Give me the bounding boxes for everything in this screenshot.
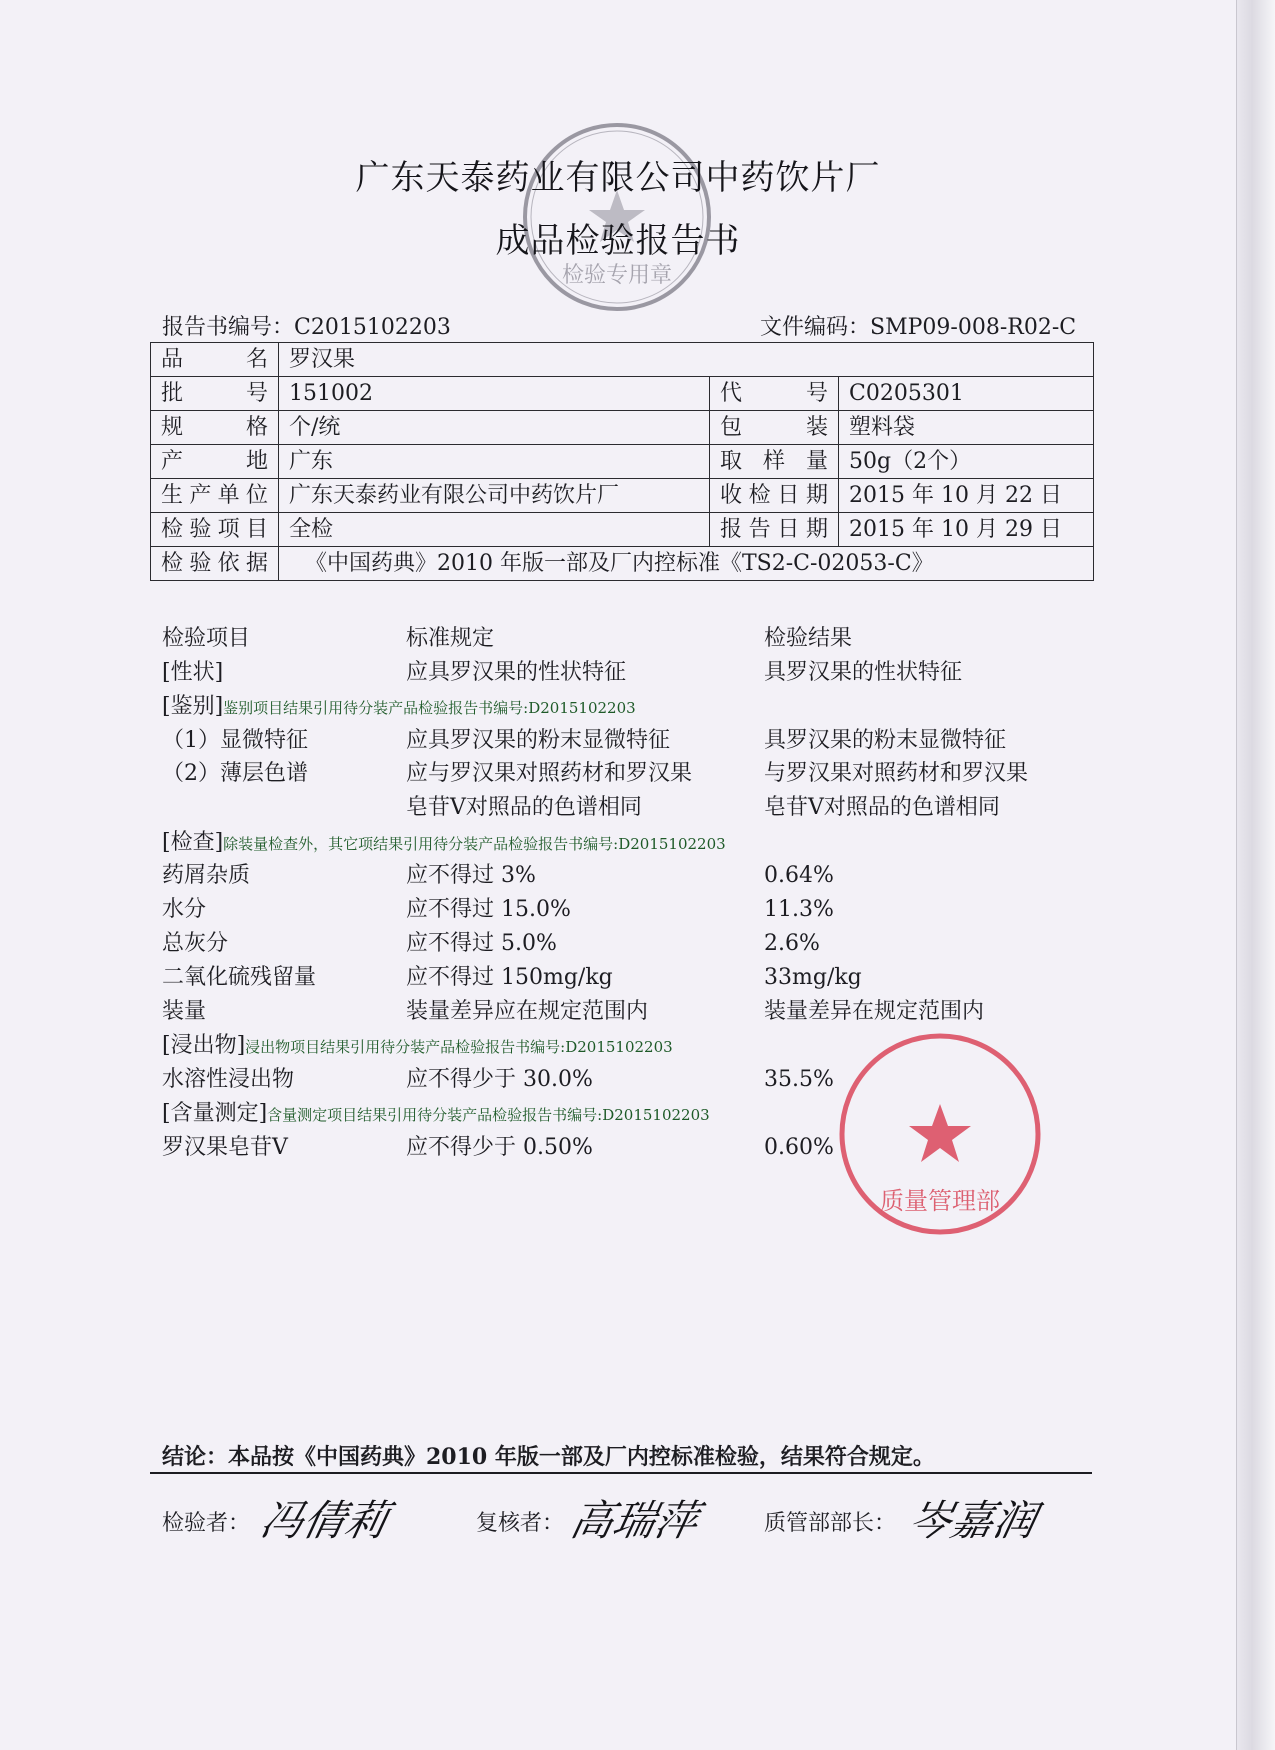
extract-result: 35.5%	[764, 1067, 834, 1092]
code-label: 代号	[710, 377, 839, 411]
code-value: C0205301	[839, 377, 1094, 411]
col-header-standard: 标准规定	[406, 626, 495, 651]
tlc-standard-line1: 应与罗汉果对照药材和罗汉果	[406, 761, 693, 786]
inspection-item-value: 全检	[279, 513, 710, 547]
inspector-label: 检验者：	[162, 1511, 251, 1536]
extract-name: 水溶性浸出物	[162, 1067, 295, 1092]
file-code-label: 文件编码：	[760, 315, 871, 340]
report-date-value: 2015 年 10 月 29 日	[839, 513, 1094, 547]
assay-section	[162, 1099, 710, 1130]
sample-value: 50g（2个）	[839, 445, 1094, 479]
identification-label: [鉴别]	[162, 694, 224, 719]
table-row	[151, 479, 1094, 513]
check-standard: 装量差异应在规定范围内	[406, 999, 649, 1024]
manager-label: 质管部部长：	[764, 1511, 897, 1536]
check-note: 除装量检查外，其它项结果引用待分装产品检验报告书编号:D2015102203	[223, 835, 726, 853]
check-standard: 应不得过 5.0%	[406, 931, 557, 956]
check-section	[162, 828, 726, 859]
table-row	[151, 411, 1094, 445]
reviewer-signature: 高瑞萍	[566, 1496, 703, 1545]
batch-value: 151002	[279, 377, 710, 411]
spec-value: 个/统	[279, 411, 710, 445]
assay-note: 含量测定项目结果引用待分装产品检验报告书编号:D2015102203	[267, 1106, 710, 1124]
company-title: 广东天泰药业有限公司中药饮片厂	[355, 158, 881, 198]
quality-dept-seal	[830, 1024, 1050, 1244]
identification-note: 鉴别项目结果引用待分装产品检验报告书编号:D2015102203	[223, 699, 636, 717]
table-row	[151, 377, 1094, 411]
manager-signature: 岑嘉润	[904, 1496, 1041, 1545]
table-row	[151, 445, 1094, 479]
sample-label: 取样量	[710, 445, 839, 479]
check-result: 装量差异在规定范围内	[764, 999, 985, 1024]
signature-divider	[150, 1472, 1092, 1474]
manufacturer-value: 广东天泰药业有限公司中药饮片厂	[279, 479, 710, 513]
inspector-signature: 冯倩莉	[256, 1496, 393, 1545]
check-standard: 应不得过 3%	[406, 863, 536, 888]
inspection-item-label: 检验项目	[151, 513, 279, 547]
check-standard: 应不得过 15.0%	[406, 897, 571, 922]
manufacturer-label: 生产单位	[151, 479, 279, 513]
report-date-label: 报告日期	[710, 513, 839, 547]
spec-label: 规格	[151, 411, 279, 445]
tlc-result-line1: 与罗汉果对照药材和罗汉果	[764, 761, 1029, 786]
receive-date-value: 2015 年 10 月 22 日	[839, 479, 1094, 513]
tlc-result-line2: 皂苷Ⅴ对照品的色谱相同	[764, 795, 1000, 820]
tlc-standard-line2: 皂苷Ⅴ对照品的色谱相同	[406, 795, 642, 820]
reviewer-label: 复核者：	[476, 1511, 565, 1536]
col-header-item: 检验项目	[162, 626, 251, 651]
micro-standard: 应具罗汉果的粉末显微特征	[406, 728, 671, 753]
micro-result: 具罗汉果的粉末显微特征	[764, 728, 1007, 753]
conclusion: 结论：本品按《中国药典》2010 年版一部及厂内控标准检验，结果符合规定。	[162, 1444, 935, 1470]
table-row	[151, 343, 1094, 377]
check-result: 0.64%	[764, 863, 834, 888]
receive-date-label: 收检日期	[710, 479, 839, 513]
package-value: 塑料袋	[839, 411, 1094, 445]
check-name: 装量	[162, 999, 207, 1024]
assay-name: 罗汉果皂苷Ⅴ	[162, 1135, 288, 1160]
check-result: 33mg/kg	[764, 965, 862, 990]
product-label: 品名	[151, 343, 279, 377]
micro-label: （1）显微特征	[162, 728, 308, 753]
check-name: 二氧化硫残留量	[162, 965, 317, 990]
svg-text:检验专用章: 检验专用章	[561, 263, 673, 288]
tlc-label: （2）薄层色谱	[162, 761, 308, 786]
basis-label: 检验依据	[151, 547, 279, 581]
document-title: 成品检验报告书	[495, 221, 741, 261]
report-number-label: 报告书编号：	[162, 315, 295, 340]
package-label: 包装	[710, 411, 839, 445]
assay-label: [含量测定]	[162, 1101, 268, 1126]
extract-note: 浸出物项目结果引用待分装产品检验报告书编号:D2015102203	[245, 1038, 673, 1056]
check-name: 水分	[162, 897, 207, 922]
product-info-table	[150, 342, 1094, 581]
origin-label: 产地	[151, 445, 279, 479]
check-standard: 应不得过 150mg/kg	[406, 965, 613, 990]
batch-label: 批号	[151, 377, 279, 411]
origin-value: 广东	[279, 445, 710, 479]
assay-standard: 应不得少于 0.50%	[406, 1135, 593, 1160]
scanner-edge	[1236, 0, 1275, 1750]
extract-label: [浸出物]	[162, 1033, 246, 1058]
assay-result: 0.60%	[764, 1135, 834, 1160]
product-value: 罗汉果	[279, 343, 1094, 377]
table-row	[151, 513, 1094, 547]
file-code-value: SMP09-008-R02-C	[870, 315, 1077, 340]
check-result: 11.3%	[764, 897, 834, 922]
character-label: [性状]	[162, 660, 224, 685]
table-row	[151, 547, 1094, 581]
extract-standard: 应不得少于 30.0%	[406, 1067, 593, 1092]
identification-section	[162, 692, 636, 723]
check-name: 总灰分	[162, 931, 229, 956]
check-label: [检查]	[162, 830, 224, 855]
check-result: 2.6%	[764, 931, 820, 956]
svg-text:质量管理部: 质量管理部	[880, 1187, 1000, 1215]
check-name: 药屑杂质	[162, 863, 251, 888]
report-number-value: C2015102203	[294, 315, 451, 340]
character-result: 具罗汉果的性状特征	[764, 660, 963, 685]
file-code	[760, 310, 1076, 341]
report-number	[162, 310, 451, 341]
character-standard: 应具罗汉果的性状特征	[406, 660, 627, 685]
basis-value: 《中国药典》2010 年版一部及厂内控标准《TS2-C-02053-C》	[279, 547, 1094, 581]
extract-section	[162, 1031, 673, 1062]
col-header-result: 检验结果	[764, 626, 853, 651]
